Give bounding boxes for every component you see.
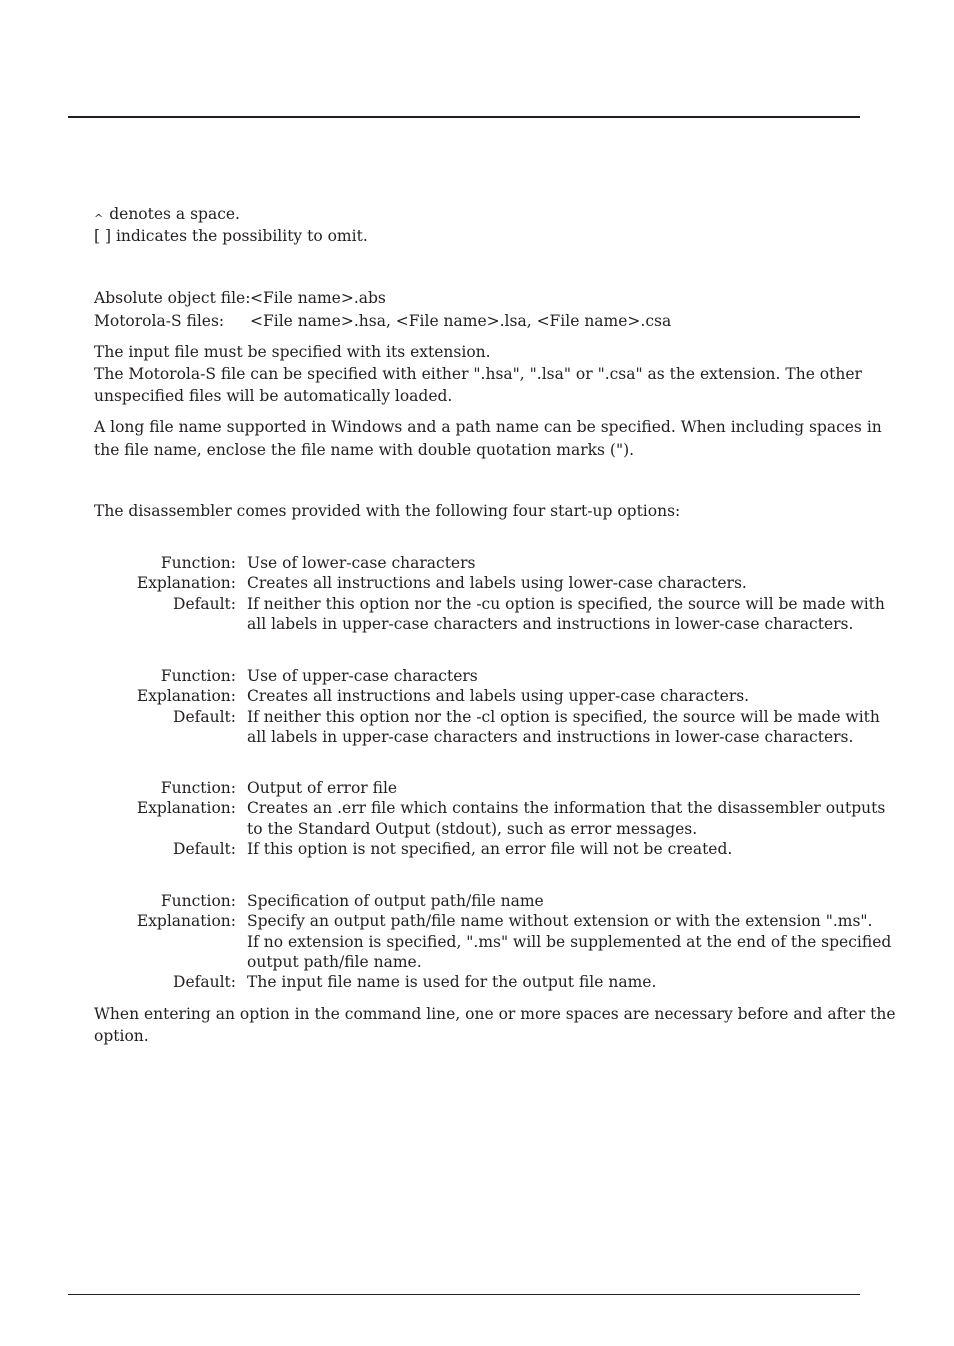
option-explanation: Creates all instructions and labels using upper-case characters.	[247, 687, 750, 706]
option-explanation: Creates all instructions and labels using lower-case characters.	[247, 574, 747, 593]
option-default: If this option is not specified, an error file will not be created.	[247, 839, 733, 858]
option-block-upper-case: Function: Use of upper-case characters Explanation: Creates all instructions and labels using upper-case characters. Default: If neither this option nor the -cl option is specified, the source will be made with all labels in upper-case characters and instructions in lower-case characters.	[136, 667, 880, 746]
paragraph-line: option.	[94, 1027, 149, 1045]
footer-rule	[68, 1294, 860, 1295]
option-function: Use of lower-case characters	[247, 554, 476, 572]
option-function: Specification of output path/file name	[247, 892, 544, 910]
option-explanation: Creates an .err file which contains the information that the disassembler outputs	[247, 799, 886, 818]
option-default: The input file name is used for the output file name.	[247, 973, 657, 992]
options-intro: The disassembler comes provided with the following four start-up options:	[94, 502, 681, 520]
option-explanation: to the Standard Output (stdout), such as error messages.	[247, 819, 698, 838]
option-explanation: Specify an output path/file name without extension or with the extension ".ms".	[247, 912, 873, 931]
option-explanation: If no extension is specified, ".ms" will be supplemented at the end of the specified	[247, 932, 892, 951]
paragraph-line: The Motorola-S file can be specified with either ".hsa", ".lsa" or ".csa" as the extension. The other	[94, 365, 862, 383]
header-rule	[68, 116, 860, 118]
absolute-file-row: Absolute object file:<File name>.abs	[94, 289, 386, 307]
notation-space: ^ denotes a space.	[94, 205, 240, 225]
notation-omit: [ ] indicates the possibility to omit.	[94, 227, 368, 245]
option-function: Use of upper-case characters	[247, 667, 478, 685]
option-default: all labels in upper-case characters and instructions in lower-case characters.	[247, 727, 854, 746]
paragraph-line: The input file must be specified with its extension.	[94, 343, 491, 361]
caret-icon: ^	[94, 212, 104, 225]
paragraph-line: When entering an option in the command line, one or more spaces are necessary before and after the	[94, 1005, 896, 1023]
paragraph-line: unspecified files will be automatically loaded.	[94, 387, 453, 405]
paragraph-line: A long file name supported in Windows and a path name can be specified. When including spaces in	[94, 418, 882, 436]
option-block-error-file: Function: Output of error file Explanation: Creates an .err file which contains the information that the disassembler outputs to the Standard Output (stdout), such as error messages. Default: If this option is not specified, an error file will not be created.	[136, 779, 886, 858]
option-default: all labels in upper-case characters and instructions in lower-case characters.	[247, 614, 854, 633]
option-default: If neither this option nor the -cl option is specified, the source will be made with	[247, 707, 880, 726]
option-block-output-path: Function: Specification of output path/file name Explanation: Specify an output path/file name without extension or with the extension ".ms". If no extension is specified, ".ms" will be supplemented at the end of the specified output path/file name. Default: The input file name is used for the output file name.	[136, 892, 892, 992]
option-explanation: output path/file name.	[247, 952, 422, 971]
paragraph-line: the file name, enclose the file name with double quotation marks (").	[94, 441, 635, 459]
motorola-file-row: Motorola-S files: <File name>.hsa, <File name>.lsa, <File name>.csa	[94, 312, 672, 330]
option-function: Output of error file	[247, 779, 398, 797]
option-default: If neither this option nor the -cu option is specified, the source will be made with	[247, 594, 885, 613]
option-block-lower-case: Function: Use of lower-case characters Explanation: Creates all instructions and labels using lower-case characters. Default: If neither this option nor the -cu option is specified, the source will be made with all labels in upper-case characters and instructions in lower-case characters.	[136, 554, 885, 633]
